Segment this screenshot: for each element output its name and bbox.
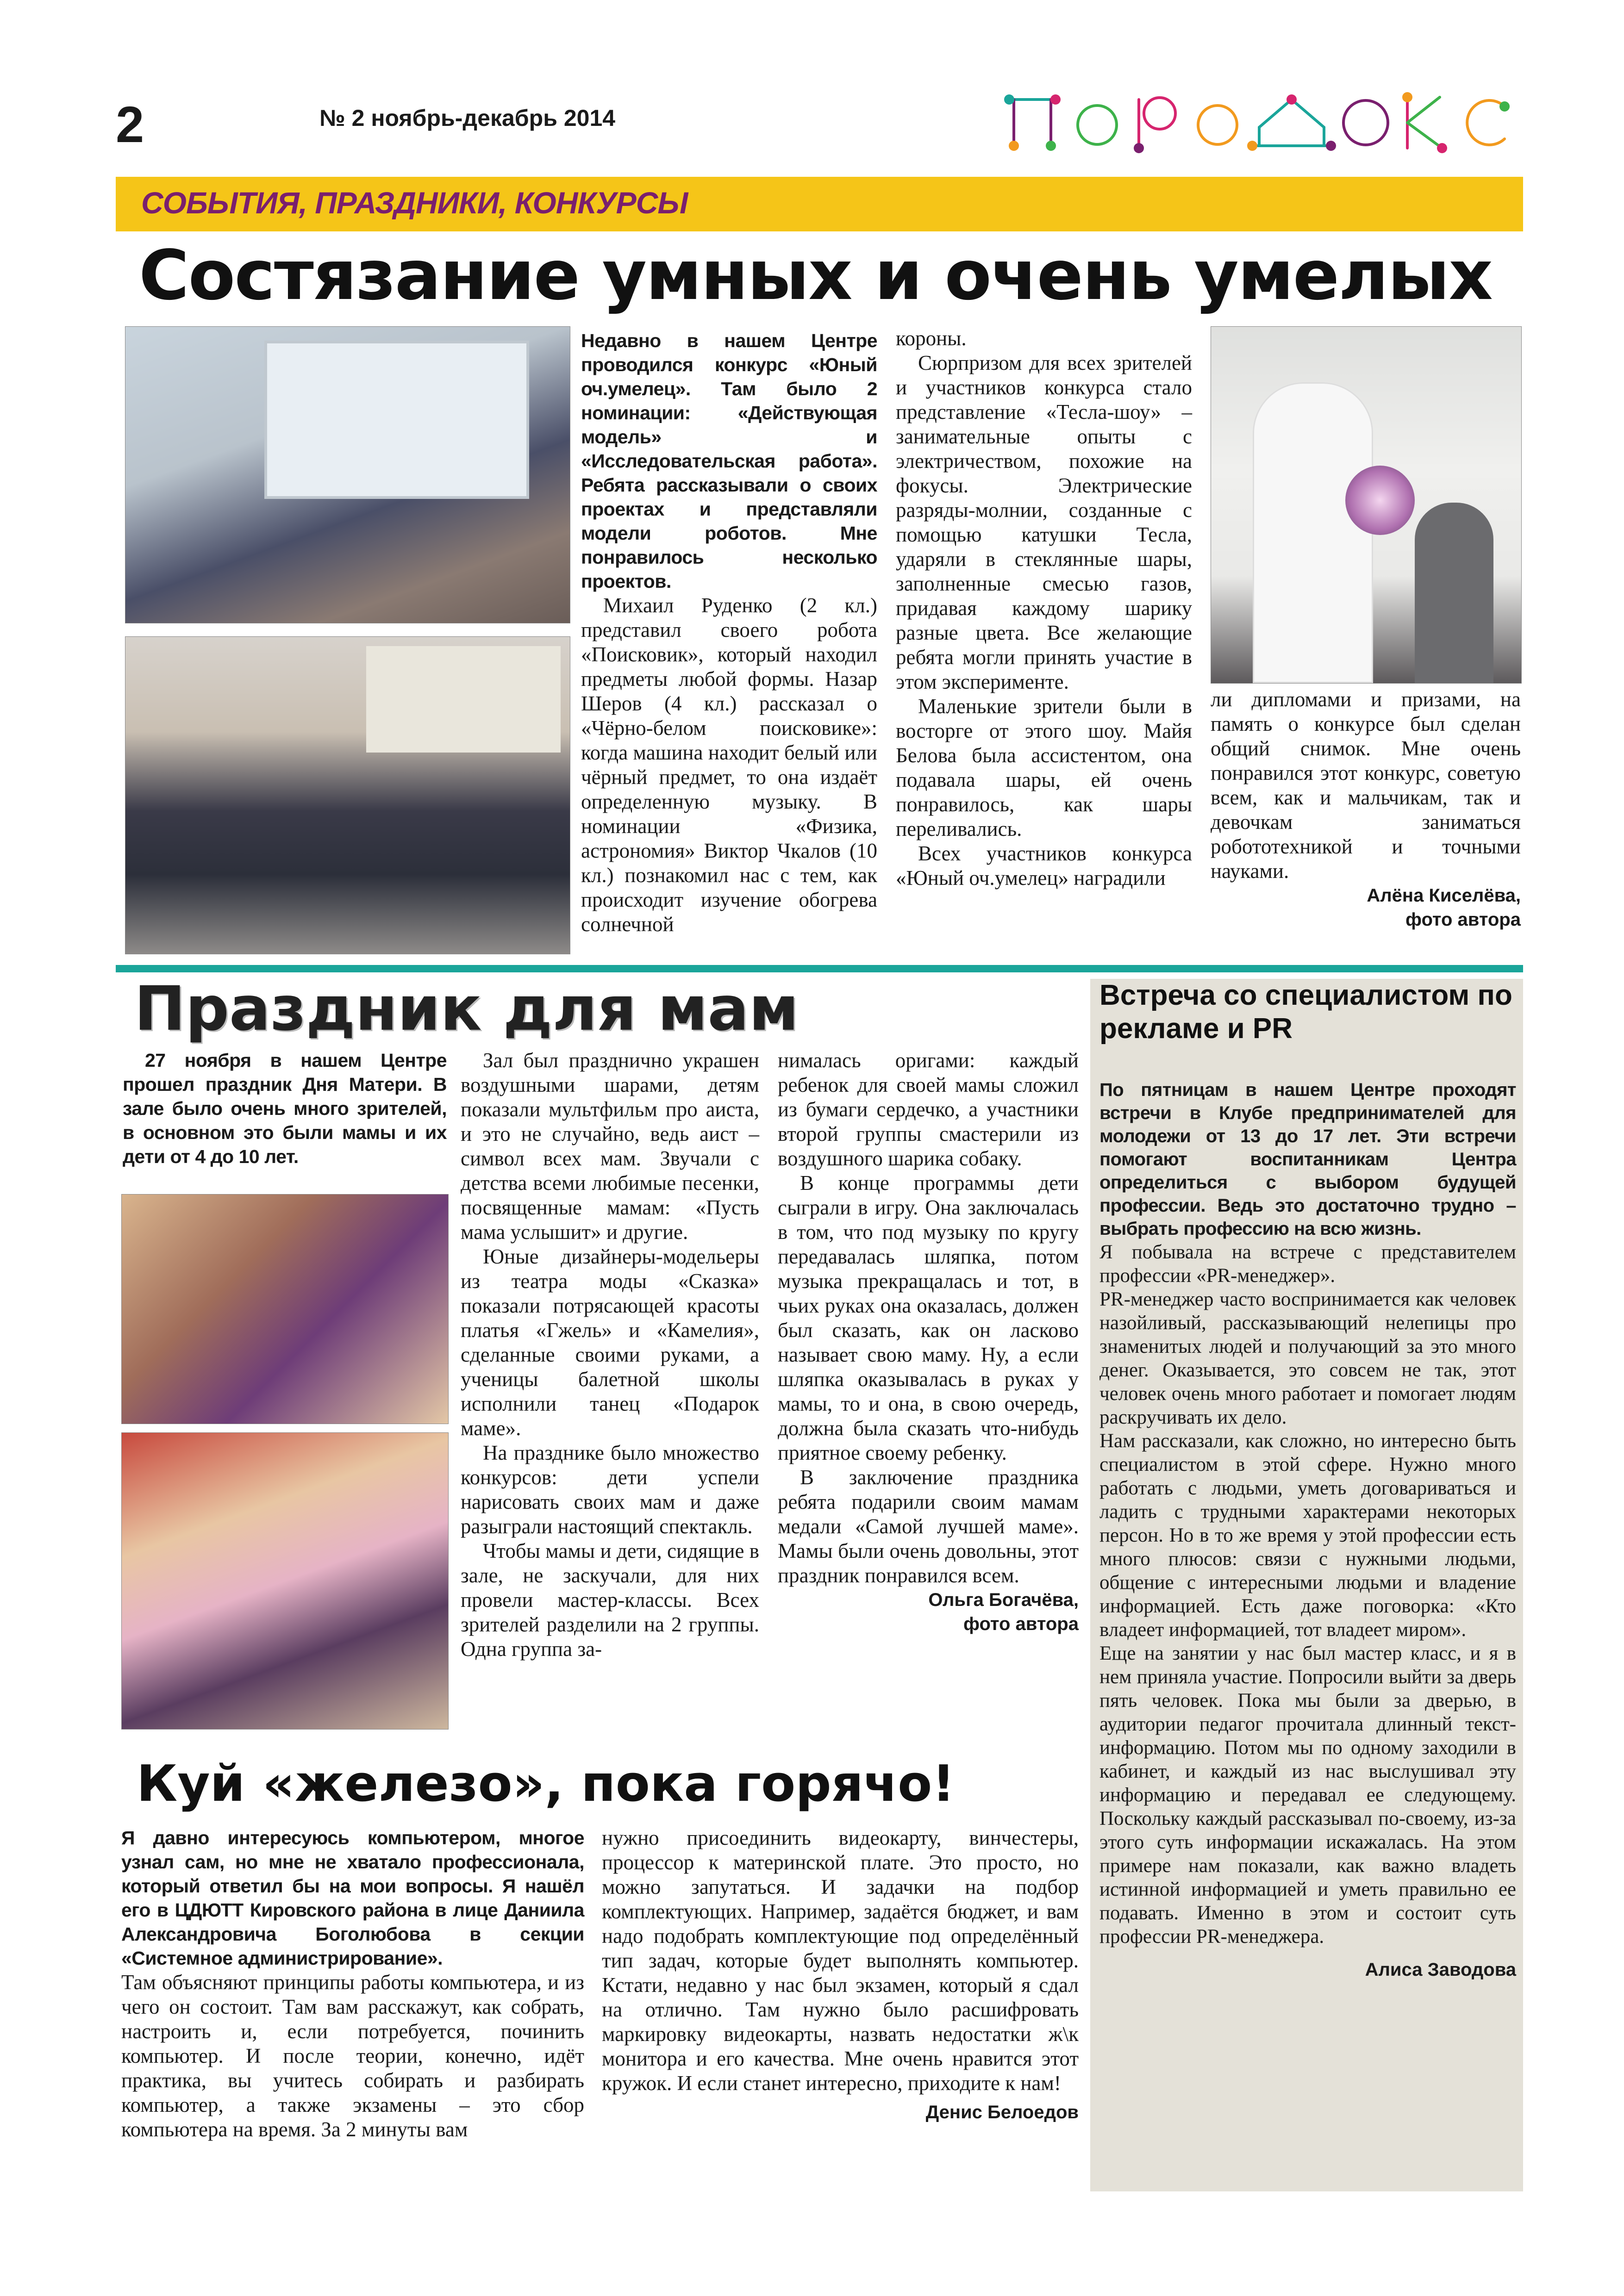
article2-paragraph: На празднике было множество конкурсов: дети успели нарисовать своих мам и даже разыграли настоящий спектакль. [461, 1441, 759, 1538]
tesla-show-photo [1211, 326, 1522, 684]
article1-paragraph: Всех участников конкурса «Юный оч.умелец» наградили [896, 842, 1192, 890]
sidebar-paragraph: PR-менеджер часто воспринимается как человек назойливый, рассказывающий нелепицы про знаменитых людей и получающий за это много денег. Оказывается, это совсем не так, этот человек очень много работает и помогает людям раскручивать их дело. [1099, 1288, 1516, 1428]
screen [366, 646, 561, 753]
article2-paragraph: В заключение праздника ребята подарили своим мамам медали «Самой лучшей маме». Мамы были очень довольны, этот праздник понравился всем. [778, 1466, 1079, 1587]
sidebar-body [1099, 1078, 1516, 1982]
sidebar-paragraph: Я побывала на встрече с представителем профессии «PR-менеджер». [1099, 1241, 1516, 1287]
logo-artwork [1000, 72, 1518, 155]
page-number: 2 [116, 96, 144, 153]
article2-author: Ольга Богачёва, [928, 1590, 1079, 1610]
article1-paragraph: ли дипломами и призами, на память о конкурсе был сделан общий снимок. Мне очень понравился этот конкурс, советую всем, как и мальчикам, так и девочкам заниматься робототехникой и точными науками. [1211, 688, 1521, 883]
children-with-robot-photo [125, 326, 570, 623]
article1-paragraph: Маленькие зрители были в восторге от этого шоу. Майя Белова была ассистентом, она подавала шары, ей очень понравилось, как шары переливались. [896, 695, 1192, 840]
article1-column1 [581, 329, 877, 937]
article3-author: Денис Белоедов [925, 2102, 1079, 2122]
teal-divider [116, 965, 1523, 972]
sidebar-lead: По пятницам в нашем Центре проходят встречи в Клубе предпринимателей для молодежи от 13 до 17 лет. Эти встречи помогают воспитанникам Центра определиться с выбором будущей профессии. Ведь это достаточно трудно – выбрать профессию на всю жизнь. [1099, 1080, 1516, 1239]
logo [1000, 72, 1518, 155]
mothers-with-medals-photo [121, 1432, 449, 1730]
article2-column2 [461, 1048, 759, 1661]
article3-column2 [602, 1826, 1079, 2124]
whiteboard [264, 341, 529, 499]
section-label: СОБЫТИЯ, ПРАЗДНИКИ, КОНКУРСЫ [141, 186, 688, 220]
origami-workshop-photo [121, 1194, 449, 1424]
article1-column3 [1211, 687, 1521, 932]
article2-lead-column [123, 1048, 447, 1169]
article2-paragraph: В конце программы дети сыграли в игру. Она заключалась в том, что под музыку по кругу передавалась шляпка, потом музыка прекращалась и тот, в чьих руках она оказалась, должен был сказать, как он ласково называет свою маму. Ну, а если шляпка оказывалась в руках у мамы, то и она, в свою очередь, должна была сказать что-нибудь приятное своему ребенку. [778, 1171, 1079, 1464]
girl [1415, 503, 1493, 683]
article2-lead: 27 ноября в нашем Центре прошел праздник Дня Матери. В зале было очень много зрителей, в основном это были мамы и их дети от 4 до 10 лет. [123, 1050, 447, 1167]
article3-paragraph: нужно присоединить видеокарту, винчестеры, процессор к материнской плате. Это просто, но можно запутаться. И задачки на подбор комплектующих. Например, задаётся бюджет, и вам надо подобрать комплектующие под определённый тип задач, которые будет выполнять компьютер. Кстати, недавно у нас был экзамен, который я сдал на отлично. Там нужно было расшифровать маркировку видеокарты, назвать недостатки ж\к монитора и его качества. Мне очень нравится этот кружок. И если станет интересно, приходите к нам! [602, 1826, 1079, 2095]
article3-paragraph: Там объясняют принципы работы компьютера, и из чего он состоит. Там вам расскажут, как собрать, настроить и, если потребуется, починить компьютер. И после теории, конечно, идёт практика, вы учитесь собирать и разбирать компьютер, а также экзамены – это сбор компьютера на время. За 2 минуты вам [121, 1971, 584, 2141]
sidebar-paragraph: Еще на занятии у нас был мастер класс, и я в нем приняла участие. Попросили выйти за дверь пять человек. Пока мы были за дверью, в аудитории педагог прочитала длинный текст-информацию. Потом мы по одному заходили в кабинет, и каждый из нас выслушивал эту информацию и передавал ее следующему. Поскольку каждый рассказывал по-своему, из-за этого суть информации искажалась. На этом примере нам показали, как важно владеть истинной информацией и уметь правильно ее подавать. Именно в этом и состоит суть профессии PR-менеджера. [1099, 1643, 1516, 1948]
article-title: Куй «железо», пока горячо! [137, 1755, 955, 1813]
article2-column3 [778, 1048, 1079, 1636]
article1-paragraph: Михаил Руденко (2 кл.) представил своего робота «Поисковик», который находил предметы любой формы. Назар Шеров (4 кл.) рассказал о «Чёрно-белом поисковике»: когда машина находит белый или чёрный предмет, то она издаёт определенную музыку. В номинации «Физика, астрономия» Виктор Чкалов (10 кл.) познакомил нас с тем, как происходит изучение обогрева солнечной [581, 594, 877, 936]
article1-lead: Недавно в нашем Центре проводился конкурс «Юный оч.умелец». Там было 2 номинации: «Действующая модель» и «Исследовательская работа». Ребята рассказывали о своих проектах и представляли модели роботов. Мне понравилось несколько проектов. [581, 330, 877, 592]
article-title: Состязание умных и очень умелых [139, 236, 1492, 315]
issue-info: № 2 ноябрь-декабрь 2014 [319, 105, 616, 131]
article-title: Праздник для мам [134, 973, 799, 1045]
sidebar-author: Алиса Заводова [1365, 1960, 1516, 1980]
article2-paragraph: Зал был празднично украшен воздушными шарами, детям показали мультфильм про аиста, и это не случайно, ведь аист – символ всех мам. Звучали с детства всеми любимые песенки, посвященные мамам: «Пусть мама услышит» и другие. [461, 1049, 759, 1244]
article3-column1 [121, 1826, 584, 2142]
article2-author-note: фото автора [963, 1614, 1079, 1634]
article2-paragraph: нималась оригами: каждый ребенок для своей мамы сложил из бумаги сердечко, а участники второй группы смастерили из воздушного шарика собаку. [778, 1049, 1079, 1170]
person-in-white-coat [1253, 382, 1373, 683]
article1-paragraph: Сюрпризом для всех зрителей и участников конкурса стало представление «Тесла-шоу» – занимательные опыты с электричеством, похожие на фокусы. Электрические разряды-молнии, созданные с помощью катушки Тесла, ударяли в стеклянные шары, заполненные смесью газов, придавая каждому шарику разные цвета. Все желающие ребята могли принять участие в этом эксперименте. [896, 351, 1192, 693]
article2-paragraph: Чтобы мамы и дети, сидящие в зале, не заскучали, для них провели мастер-классы. Всех зрителей разделили на 2 группы. Одна группа за- [461, 1539, 759, 1661]
plasma-ball [1345, 466, 1415, 535]
article3-lead: Я давно интересуюсь компьютером, многое узнал сам, но мне не хватало профессионала, который ответил бы на мои вопросы. Я нашёл его в ЦДЮТТ Кировского района в лице Даниила Александровича Боголюбова в секции «Системное администрирование». [121, 1827, 584, 1969]
sidebar-title: Встреча со специалистом по рекламе и PR [1099, 979, 1512, 1045]
sidebar-paragraph: Нам рассказали, как сложно, но интересно быть специалистом в этой сфере. Нужно много работать с людьми, уметь договариваться и ладить с трудными характерами некоторых персон. Но в то же время у этой профессии есть много плюсов: связи с нужными людьми, общение с интересными людьми и владение информацией. Есть даже поговорка: «Кто владеет информацией, тот владеет миром». [1099, 1430, 1516, 1641]
article1-author: Алёна Киселёва, [1367, 885, 1521, 906]
article1-author-note: фото автора [1405, 909, 1521, 930]
article1-paragraph: короны. [896, 327, 967, 350]
group-photo-with-diplomas [125, 636, 570, 954]
article1-column2 [896, 326, 1192, 890]
article2-paragraph: Юные дизайнеры-модельеры из театра моды «Сказка» показали потрясающей красоты платья «Гжель» и «Камелия», сделанные своими руками, а ученицы балетной школы исполнили танец «Подарок маме». [461, 1245, 759, 1440]
